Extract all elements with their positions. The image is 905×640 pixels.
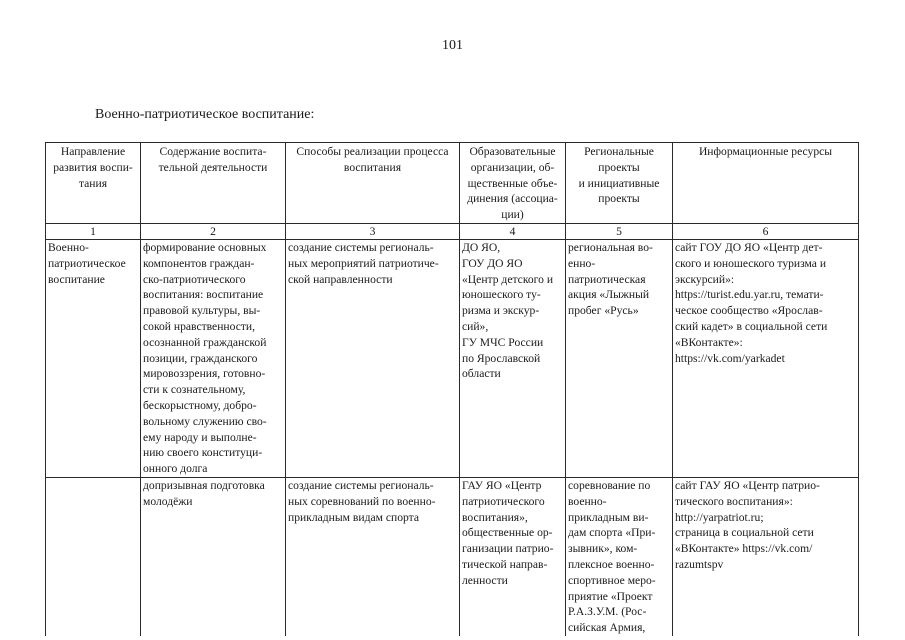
cell-info-resources — [673, 239, 859, 477]
column-number: 1 — [46, 223, 141, 239]
text-line: региональная во- — [568, 240, 653, 254]
text-line: юношеского ту- — [462, 288, 541, 302]
text-line: области — [462, 367, 501, 381]
text-line: патриотическое — [48, 256, 126, 270]
cell-organizations — [460, 239, 566, 477]
text-line: ческое сообщество «Ярослав- — [675, 304, 823, 318]
text-line: бескорыстному, добро- — [143, 398, 257, 412]
text-line: по Ярославской — [462, 351, 541, 365]
text-line: ской направленности — [288, 272, 393, 286]
text-line: создание системы региональ- — [288, 240, 434, 254]
text-line: сайт ГОУ ДО ЯО «Центр дет- — [675, 240, 823, 254]
table-row — [46, 239, 859, 477]
column-numbers-row — [46, 223, 859, 239]
text-line: мировоззрения, готовно- — [143, 367, 266, 381]
text-line: Направление — [60, 145, 126, 158]
text-line: прикладным видам спорта — [288, 510, 420, 524]
column-number: 4 — [460, 223, 566, 239]
text-line: зывник», ком- — [568, 542, 638, 556]
text-line: щественные объе- — [467, 176, 558, 190]
text-line: пробег «Русь» — [568, 304, 639, 318]
text-line: енно- — [568, 256, 596, 270]
header-content — [141, 143, 286, 224]
text-line: патриотическая — [568, 272, 646, 286]
text-line: создание системы региональ- — [288, 478, 434, 492]
text-line: воспитания: воспитание — [143, 288, 264, 302]
text-line: позиции, гражданского — [143, 351, 258, 365]
header-direction — [46, 143, 141, 224]
text-line: Информационные ресурсы — [698, 145, 833, 158]
text-line: ризма и экскур- — [462, 304, 540, 318]
header-info-resources — [673, 143, 859, 224]
text-line: воспитания», — [462, 510, 528, 524]
text-line: осознанной гражданской — [143, 335, 267, 349]
text-line: Способы реализации процесса — [296, 145, 449, 158]
cell-regional-projects — [566, 239, 673, 477]
text-line: формирование основных — [143, 240, 267, 254]
text-line: ных соревнований по военно- — [288, 494, 436, 508]
text-line: http://yarpatriot.ru; — [675, 510, 764, 524]
text-line: вольному служению сво- — [143, 414, 267, 428]
text-line: проекты — [598, 192, 640, 206]
text-line: воспитание — [48, 272, 105, 286]
text-line: ему народу и выполне- — [143, 430, 257, 444]
text-line: акция «Лыжный — [568, 288, 650, 302]
text-line: «ВКонтакте»: — [675, 335, 743, 349]
cell-regional-projects — [566, 477, 673, 635]
text-line: онного долга — [143, 462, 208, 476]
cell-info-resources — [673, 477, 859, 635]
text-line: спортивное меро- — [568, 573, 656, 587]
header-regional-projects — [566, 143, 673, 224]
table-header-row — [46, 143, 859, 224]
text-line: сийская Армия, — [568, 621, 646, 635]
text-line: воспитания — [343, 160, 402, 174]
column-number: 3 — [286, 223, 460, 239]
text-line: Образовательные — [469, 145, 556, 158]
text-line: тической направ- — [462, 557, 548, 571]
text-line: https://turist.edu.yar.ru, темати- — [675, 288, 824, 302]
text-line: сий», — [462, 319, 489, 333]
text-line: https://vk.com/yarkadet — [675, 351, 785, 365]
text-line: ско-патриотического — [143, 272, 246, 286]
text-line: развития воспи- — [53, 160, 133, 174]
text-line: тельной деятельности — [158, 160, 268, 174]
text-line: плексное военно- — [568, 557, 655, 571]
column-number: 6 — [673, 223, 859, 239]
text-line: приятие «Проект — [568, 589, 653, 603]
text-line: тического воспитания»: — [675, 494, 793, 508]
text-line: ных мероприятий патриотиче- — [288, 256, 439, 270]
text-line: Военно- — [48, 240, 89, 254]
text-line: ганизации патрио- — [462, 542, 554, 556]
text-line: ский кадет» в социальной сети — [675, 319, 828, 333]
section-title: Военно-патриотическое воспитание: — [95, 107, 315, 122]
cell-content — [141, 239, 286, 477]
cell-direction — [46, 477, 141, 635]
text-line: дам спорта «При- — [568, 526, 656, 540]
text-line: Содержание воспита- — [159, 145, 267, 158]
column-number: 2 — [141, 223, 286, 239]
text-line: военно- — [568, 494, 607, 508]
text-line: сти к сознательному, — [143, 383, 246, 397]
text-line: ДО ЯО, — [462, 240, 501, 254]
text-line: сайт ГАУ ЯО «Центр патрио- — [675, 478, 820, 492]
text-line: патриотического — [462, 494, 545, 508]
text-line: правовой культуры, вы- — [143, 304, 261, 318]
text-line: ГОУ ДО ЯО — [462, 256, 523, 270]
resources-table — [45, 142, 859, 636]
cell-methods — [286, 239, 460, 477]
text-line: Р.А.З.У.М. (Рос- — [568, 605, 647, 619]
text-line: ского и юношеского туризма и — [675, 256, 827, 270]
table-row — [46, 477, 859, 635]
text-line: razumtspv — [675, 557, 724, 571]
text-line: прикладным ви- — [568, 510, 649, 524]
text-line: проекты — [598, 160, 640, 174]
text-line: сокой нравственности, — [143, 319, 256, 333]
text-line: соревнование по — [568, 478, 651, 492]
text-line: ГАУ ЯО «Центр — [462, 478, 542, 492]
text-line: нию своего конституци- — [143, 446, 263, 460]
text-line: ции) — [501, 208, 524, 222]
text-line: «Центр детского и — [462, 272, 554, 286]
header-organizations — [460, 143, 566, 224]
cell-methods — [286, 477, 460, 635]
text-line: общественные ор- — [462, 526, 553, 540]
text-line: страница в социальной сети — [675, 526, 814, 540]
text-line: экскурсий»: — [675, 272, 735, 286]
text-line: организации, об- — [470, 160, 555, 174]
text-line: тания — [78, 176, 108, 190]
text-line: ленности — [462, 573, 508, 587]
text-line: «ВКонтакте» https://vk.com/ — [675, 542, 813, 556]
header-methods — [286, 143, 460, 224]
cell-organizations — [460, 477, 566, 635]
page-number: 101 — [442, 38, 463, 53]
cell-direction — [46, 239, 141, 477]
cell-content — [141, 477, 286, 635]
text-line: допризывная подготовка — [143, 478, 265, 492]
text-line: молодёжи — [143, 494, 193, 508]
text-line: и инициативные — [578, 176, 660, 190]
text-line: ГУ МЧС России — [462, 335, 544, 349]
column-number: 5 — [566, 223, 673, 239]
text-line: Региональные — [584, 145, 654, 158]
text-line: динения (ассоциа- — [467, 192, 558, 206]
text-line: компонентов граждан- — [143, 256, 255, 270]
